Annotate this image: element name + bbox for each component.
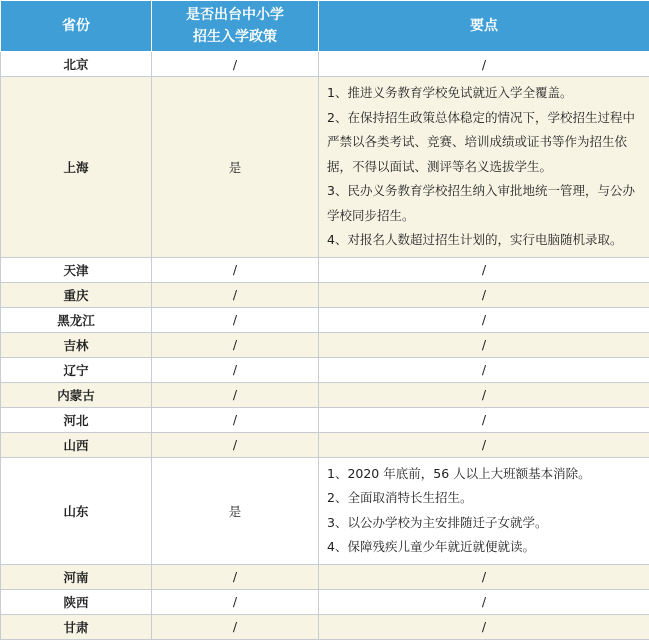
table-body [1, 52, 649, 640]
table-row [1, 564, 649, 589]
header-policy-line1: 是否出台中小学 [186, 7, 284, 23]
table-row [1, 332, 649, 357]
policy-cell: / [152, 382, 319, 407]
policy-cell: / [152, 307, 319, 332]
policy-cell: / [152, 564, 319, 589]
table-row [1, 282, 649, 307]
table-row [1, 457, 649, 564]
policy-cell: / [152, 257, 319, 282]
policy-cell: / [152, 589, 319, 614]
table-row [1, 589, 649, 614]
province-cell: 河北 [1, 407, 152, 432]
points-cell: / [319, 307, 649, 332]
province-cell: 陕西 [1, 589, 152, 614]
table-row [1, 357, 649, 382]
points-cell: / [319, 257, 649, 282]
province-cell: 上海 [1, 77, 152, 258]
header-points: 要点 [319, 1, 649, 52]
province-cell: 山西 [1, 432, 152, 457]
point-item: 2、在保持招生政策总体稳定的情况下，学校招生过程中严禁以各类考试、竞赛、培训成绩或证书等作为招生依据，不得以面试、测评等名义选拔学生。 [327, 106, 641, 180]
policy-cell: / [152, 407, 319, 432]
policy-cell: / [152, 332, 319, 357]
table-row [1, 382, 649, 407]
province-cell: 吉林 [1, 332, 152, 357]
table-row [1, 307, 649, 332]
province-cell: 甘肃 [1, 614, 152, 639]
policy-cell: 是 [152, 77, 319, 258]
point-item: 1、推进义务教育学校免试就近入学全覆盖。 [327, 81, 641, 106]
header-row [1, 1, 649, 52]
points-cell [319, 77, 649, 258]
points-cell: / [319, 589, 649, 614]
table-row [1, 77, 649, 258]
province-cell: 重庆 [1, 282, 152, 307]
table-row [1, 432, 649, 457]
policy-cell: / [152, 282, 319, 307]
point-item: 1、2020 年底前，56 人以上大班额基本消除。 [327, 462, 641, 487]
policy-cell: / [152, 357, 319, 382]
header-policy [152, 1, 319, 52]
points-cell: / [319, 332, 649, 357]
points-cell: / [319, 432, 649, 457]
points-cell [319, 457, 649, 564]
point-item: 3、以公办学校为主安排随迁子女就学。 [327, 511, 641, 536]
province-cell: 内蒙古 [1, 382, 152, 407]
province-cell: 北京 [1, 52, 152, 77]
points-cell: / [319, 282, 649, 307]
province-cell: 黑龙江 [1, 307, 152, 332]
table-row [1, 52, 649, 77]
header-province: 省份 [1, 1, 152, 52]
header-policy-line2: 招生入学政策 [193, 29, 277, 45]
policy-cell: / [152, 614, 319, 639]
province-cell: 山东 [1, 457, 152, 564]
point-item: 3、民办义务教育学校招生纳入审批地统一管理，与公办学校同步招生。 [327, 179, 641, 228]
province-cell: 天津 [1, 257, 152, 282]
table-row [1, 614, 649, 639]
province-cell: 辽宁 [1, 357, 152, 382]
points-cell: / [319, 614, 649, 639]
table-row [1, 257, 649, 282]
points-cell: / [319, 357, 649, 382]
points-cell: / [319, 52, 649, 77]
point-item: 4、对报名人数超过招生计划的，实行电脑随机录取。 [327, 228, 641, 253]
policy-cell: / [152, 432, 319, 457]
point-item: 4、保障残疾儿童少年就近就便就读。 [327, 535, 641, 560]
policy-cell: 是 [152, 457, 319, 564]
policy-cell: / [152, 52, 319, 77]
table-row [1, 407, 649, 432]
province-cell: 河南 [1, 564, 152, 589]
points-cell: / [319, 564, 649, 589]
point-item: 2、全面取消特长生招生。 [327, 486, 641, 511]
points-cell: / [319, 382, 649, 407]
points-cell: / [319, 407, 649, 432]
